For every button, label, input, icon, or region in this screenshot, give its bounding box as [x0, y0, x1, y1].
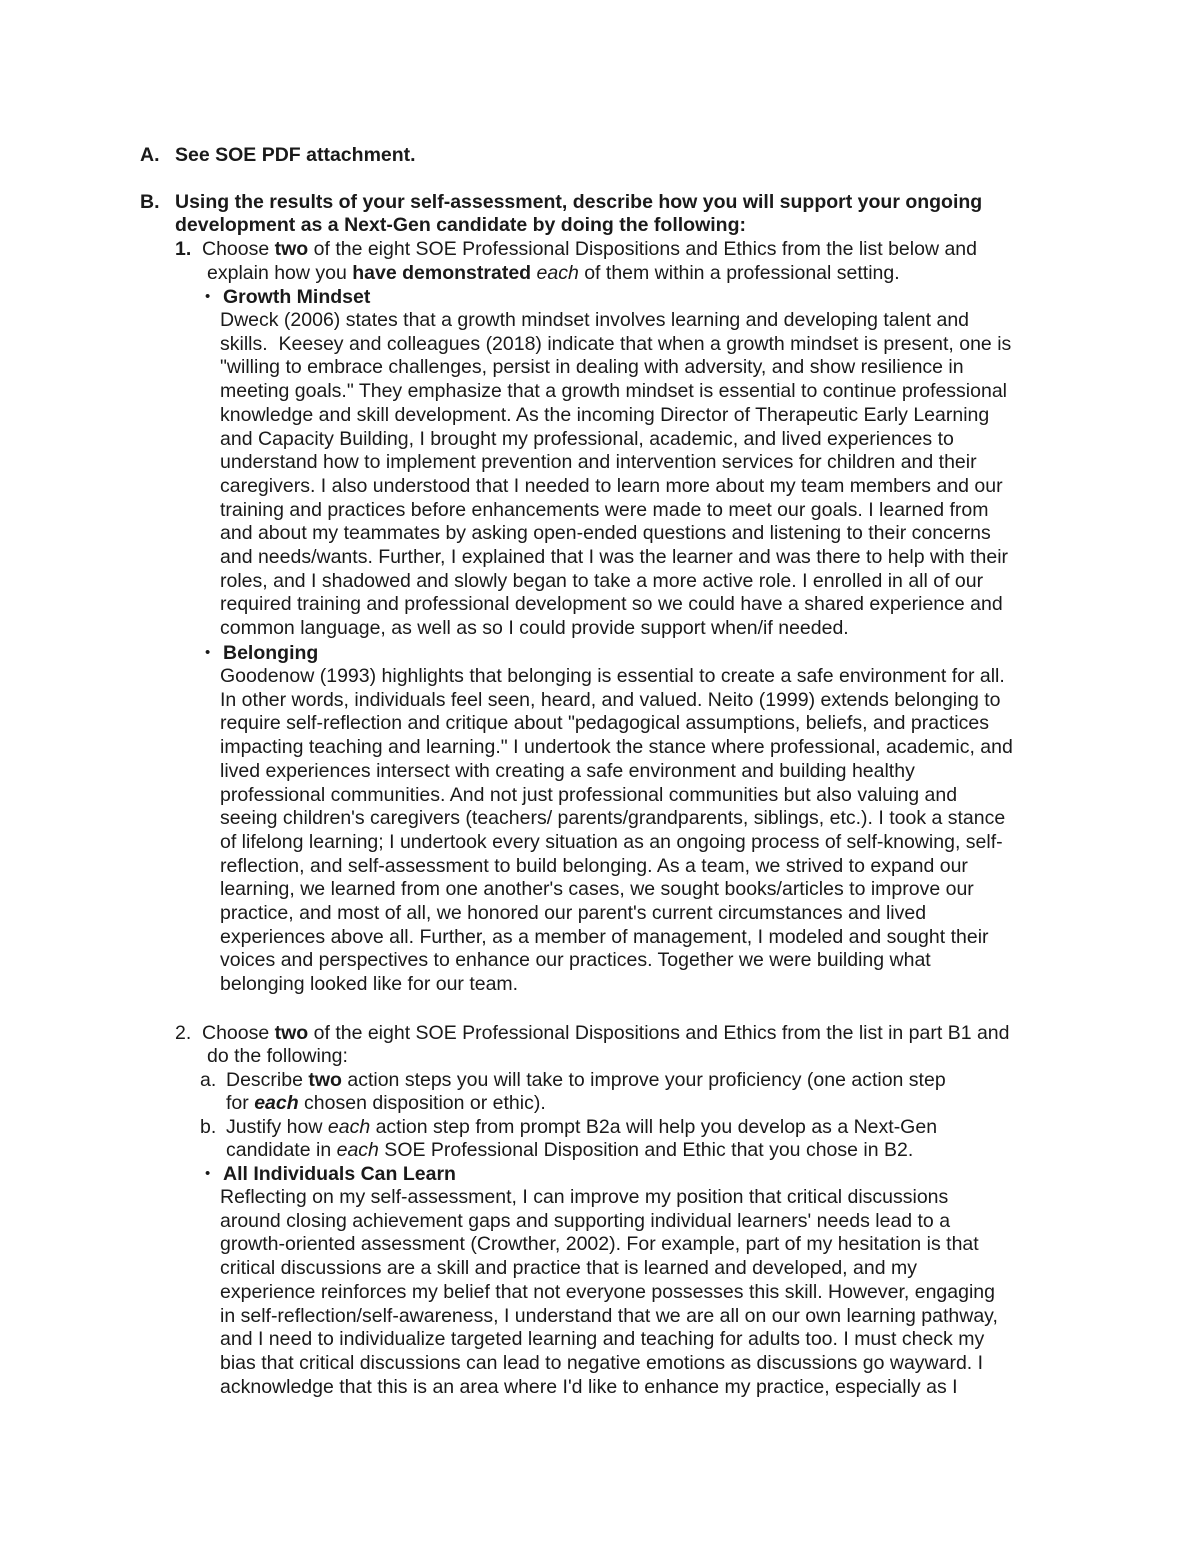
- paragraph-line: critical discussions are a skill and practice that is learned and developed, and my: [220, 1257, 917, 1280]
- item-2b-label: b.: [200, 1116, 217, 1138]
- paragraph-line: and I need to individualize targeted learning and teaching for adults too. I must check my: [220, 1328, 985, 1351]
- growth-mindset-title: Growth Mindset: [223, 286, 371, 308]
- paragraph-line: caregivers. I also understood that I needed to learn more about my team members and our: [220, 474, 1003, 497]
- item-2-line1: Choose two of the eight SOE Professional Dispositions and Ethics from the list in part B1 and: [202, 1022, 1010, 1044]
- item-1-line1: Choose two of the eight SOE Professional Dispositions and Ethics from the list below and: [202, 238, 977, 260]
- paragraph-line: and about my teammates by asking open-ended questions and listening to their concerns: [220, 522, 991, 545]
- paragraph-line: Reflecting on my self-assessment, I can improve my position that critical discussions: [220, 1186, 949, 1208]
- section-b-label: B.: [140, 191, 160, 213]
- paragraph-line: seeing children's caregivers (teachers/ parents/grandparents, siblings, etc.). I took a stance: [220, 807, 1006, 830]
- item-2a-line2: for each chosen disposition or ethic).: [226, 1092, 546, 1114]
- section-a-label: A.: [140, 144, 160, 166]
- paragraph-line: skills. Keesey and colleagues (2018) indicate that when a growth mindset is present, one is: [220, 332, 1012, 355]
- growth-mindset-bullet: •: [205, 288, 211, 305]
- paragraph-line: understand how to implement prevention and intervention services for children and their: [220, 451, 977, 474]
- paragraph-line: require self-reflection and critique about "pedagogical assumptions, beliefs, and practices: [220, 712, 989, 735]
- item-2-number: 2.: [175, 1022, 192, 1044]
- section-a-text: See SOE PDF attachment.: [175, 144, 416, 166]
- item-2a-line1: Describe two action steps you will take to improve your proficiency (one action step: [226, 1069, 946, 1091]
- paragraph-line: Dweck (2006) states that a growth mindset involves learning and developing talent and: [220, 309, 970, 331]
- paragraph-line: and needs/wants. Further, I explained that I was the learner and was there to help with their: [220, 546, 1009, 568]
- paragraph-line: lived experiences intersect with creating a safe environment and building healthy: [220, 759, 915, 782]
- belonging-bullet: •: [205, 644, 211, 661]
- paragraph-line: acknowledge that this is an area where I'd like to enhance my practice, especially as I: [220, 1375, 958, 1398]
- item-2b-line2: candidate in each SOE Professional Disposition and Ethic that you chose in B2.: [226, 1139, 914, 1161]
- item-2-line2: do the following:: [207, 1045, 348, 1067]
- paragraph-line: Goodenow (1993) highlights that belonging is essential to create a safe environment for all.: [220, 665, 1005, 687]
- paragraph-line: bias that critical discussions can lead to negative emotions as discussions go wayward. I: [220, 1351, 984, 1374]
- item-2b-line1: Justify how each action step from prompt B2a will help you develop as a Next-Gen: [226, 1116, 938, 1138]
- paragraph-line: experience reinforces my belief that not everyone possesses this skill. However, engaging: [220, 1280, 995, 1303]
- section-b-heading-line2: development as a Next-Gen candidate by doing the following:: [175, 214, 746, 236]
- paragraph-line: growth-oriented assessment (Crowther, 2002). For example, part of my hesitation is that: [220, 1233, 979, 1256]
- paragraph-line: reflection, and self-assessment to build belonging. As a team, we strived to expand our: [220, 854, 968, 877]
- paragraph-line: professional communities. And not just professional communities but also valuing and: [220, 783, 958, 806]
- paragraph-line: roles, and I shadowed and slowly began to take a more active role. I enrolled in all of our: [220, 569, 984, 592]
- item-1-line2: explain how you have demonstrated each of them within a professional setting.: [207, 262, 900, 284]
- paragraph-line: meeting goals." They emphasize that a growth mindset is essential to continue professional: [220, 380, 1007, 403]
- paragraph-line: required training and professional development so we could have a shared experience and: [220, 593, 1003, 616]
- paragraph-line: voices and perspectives to enhance our practices. Together we were building what: [220, 949, 931, 972]
- paragraph-line: In other words, individuals feel seen, heard, and valued. Neito (1999) extends belonging to: [220, 688, 1001, 711]
- paragraph-line: knowledge and skill development. As the incoming Director of Therapeutic Early Learning: [220, 403, 990, 426]
- paragraph-line: "willing to embrace challenges, persist in dealing with adversity, and show resilience in: [220, 356, 964, 379]
- paragraph-line: experiences above all. Further, as a member of management, I modeled and sought their: [220, 925, 989, 948]
- item-2a-label: a.: [200, 1069, 217, 1091]
- all-individuals-bullet: •: [205, 1165, 211, 1182]
- section-b-heading-line1: Using the results of your self-assessment, describe how you will support your ongoing: [175, 191, 983, 213]
- paragraph-line: around closing achievement gaps and supporting individual learners' needs lead to a: [220, 1209, 951, 1232]
- paragraph-line: common language, as well as so I could provide support when/if needed.: [220, 617, 849, 640]
- item-1-number: 1.: [175, 238, 192, 260]
- paragraph-line: training and practices before enhancements were made to meet our goals. I learned from: [220, 498, 989, 521]
- paragraph-line: learning, we learned from one another's cases, we sought books/articles to improve our: [220, 878, 974, 901]
- paragraph-line: practice, and most of all, we honored our parent's current circumstances and lived: [220, 902, 927, 924]
- belonging-title: Belonging: [223, 642, 319, 664]
- paragraph-line: in self-reflection/self-awareness, I understand that we are all on our own learning pathway,: [220, 1304, 998, 1327]
- paragraph-line: of lifelong learning; I undertook every situation as an ongoing process of self-knowing, self-: [220, 830, 1003, 853]
- paragraph-line: and Capacity Building, I brought my professional, academic, and lived experiences to: [220, 427, 954, 450]
- paragraph-line: belonging looked like for our team.: [220, 973, 519, 996]
- paragraph-line: impacting teaching and learning." I undertook the stance where professional, academic, and: [220, 736, 1013, 759]
- all-individuals-title: All Individuals Can Learn: [223, 1163, 456, 1185]
